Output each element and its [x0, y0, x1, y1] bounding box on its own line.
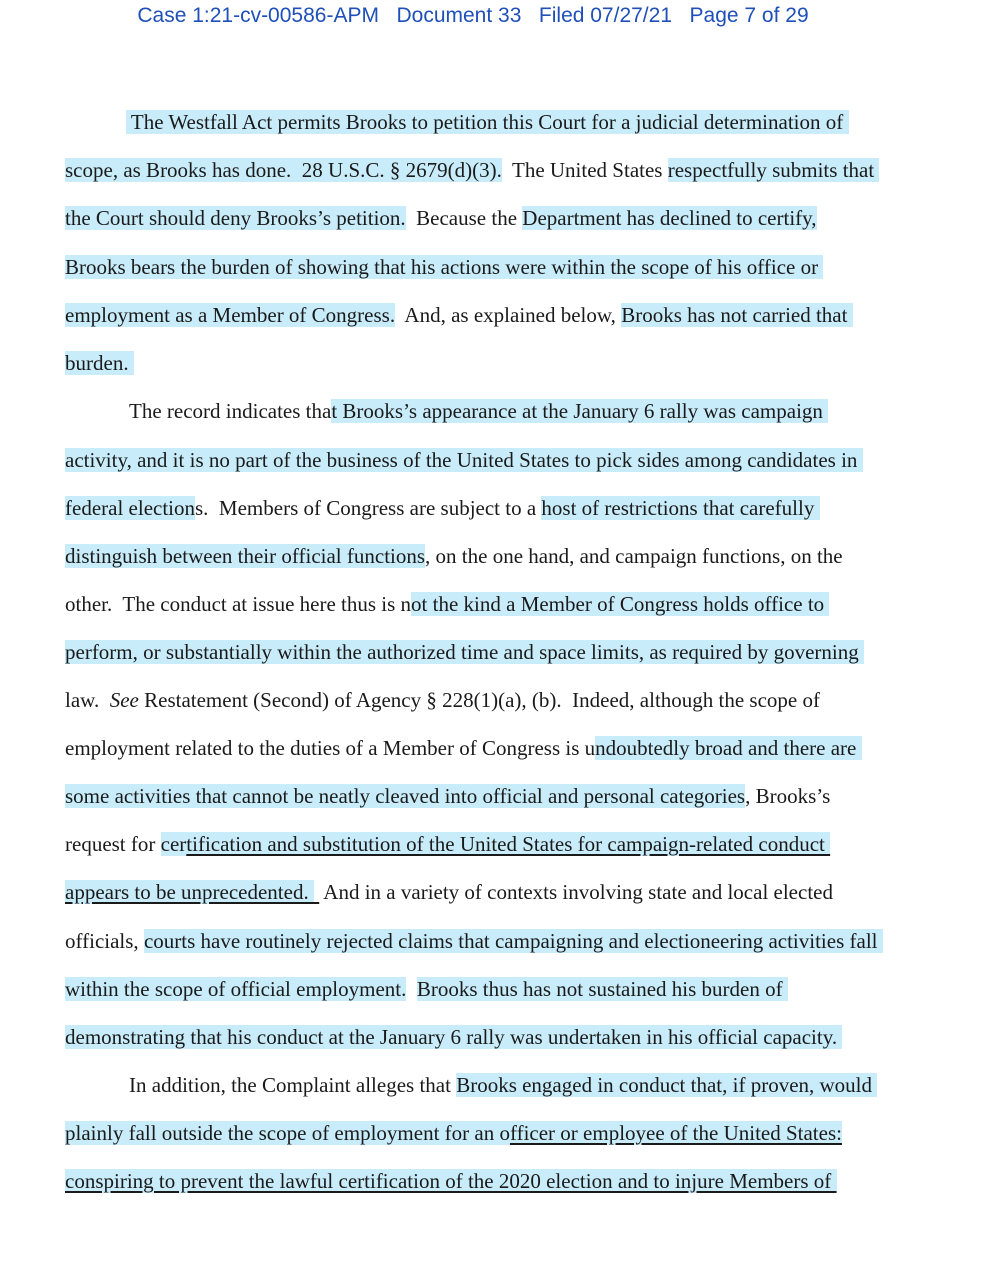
highlighted-text: within the scope of official employment.	[65, 977, 407, 1001]
highlighted-text: ndoubtedly broad and there are	[595, 736, 862, 760]
highlighted-text: activity, and it is no part of the business of the United States to pick sides among candidates in	[65, 448, 863, 472]
highlighted-text: t Brooks’s appearance at the January 6 rally was campaign	[331, 399, 829, 423]
highlighted-text: Department has declined to certify,	[522, 206, 817, 230]
highlighted-text: distinguish between their official functions	[65, 544, 426, 568]
text-line	[65, 350, 134, 376]
text-line	[65, 928, 883, 954]
text-line	[129, 1072, 877, 1098]
text-line	[65, 205, 817, 231]
text-line	[65, 543, 843, 569]
page-number: Page 7 of 29	[689, 4, 809, 27]
text-segment: , Brooks’s	[745, 784, 831, 808]
text-segment: , on the one hand, and campaign functions, on the	[425, 544, 843, 568]
text-segment	[406, 977, 417, 1001]
text-segment: The United States	[501, 158, 668, 182]
highlighted-text: perform, or substantially within the authorized time and space limits, as required by governing	[65, 640, 864, 664]
text-line	[65, 591, 829, 617]
text-line	[65, 447, 863, 473]
document-number: Document 33	[396, 4, 522, 27]
text-line	[65, 302, 853, 328]
text-segment: Restatement (Second) of Agency § 228(1)(a), (b). Indeed, although the scope of	[138, 688, 820, 712]
highlighted-text: Brooks has not carried that	[621, 303, 853, 327]
highlighted-text: tification and substitution of the United States for campaign-related conduct	[186, 832, 831, 856]
text-segment: And, as explained below,	[395, 303, 622, 327]
highlighted-text: The Westfall Act permits Brooks to petition this Court for a judicial determination of	[126, 110, 849, 134]
text-line	[126, 109, 849, 135]
text-line	[65, 687, 820, 713]
text-line	[129, 398, 828, 424]
highlighted-text: ot the kind a Member of Congress holds office to	[411, 592, 830, 616]
text-line	[65, 1120, 842, 1146]
highlighted-text: demonstrating that his conduct at the January 6 rally was undertaken in his official capacity.	[65, 1025, 843, 1049]
highlighted-text: burden.	[65, 351, 134, 375]
text-line	[65, 157, 879, 183]
text-segment: The record indicates tha	[129, 399, 332, 423]
text-line	[65, 735, 862, 761]
text-line	[65, 495, 820, 521]
highlighted-text: respectfully submits that	[667, 158, 880, 182]
highlighted-text: cer	[160, 832, 187, 856]
highlighted-text: conspiring to prevent the lawful certification of the 2020 election and to injure Members of	[65, 1169, 837, 1193]
highlighted-text: the Court should deny Brooks’s petition.	[65, 206, 406, 230]
text-line	[65, 879, 833, 905]
filed-date: Filed 07/27/21	[538, 4, 673, 27]
case-number: Case 1:21-cv-00586-APM	[137, 4, 379, 27]
highlighted-text: host of restrictions that carefully	[541, 496, 820, 520]
highlighted-text: scope, as Brooks has done. 28 U.S.C. § 2679(d)(3).	[65, 158, 502, 182]
text-line	[65, 976, 788, 1002]
highlighted-text: Brooks bears the burden of showing that his actions were within the scope of his office or	[65, 255, 824, 279]
text-line	[65, 831, 830, 857]
text-segment: See	[109, 688, 139, 712]
highlighted-text: courts have routinely rejected claims that campaigning and electioneering activities fall	[143, 929, 883, 953]
text-line	[65, 1024, 842, 1050]
case-header	[0, 4, 946, 28]
text-line	[65, 1168, 837, 1194]
text-segment: s. Members of Congress are subject to a	[195, 496, 542, 520]
highlighted-text: appears to be unprecedented.	[65, 880, 314, 904]
text-line	[65, 254, 823, 280]
highlighted-text: federal election	[65, 496, 195, 520]
text-line	[65, 639, 864, 665]
highlighted-text: Brooks thus has not sustained his burden of	[416, 977, 788, 1001]
text-segment: officials,	[65, 929, 144, 953]
highlighted-text: some activities that cannot be neatly cleaved into official and personal categories	[65, 784, 746, 808]
text-segment: employment related to the duties of a Member of Congress is u	[65, 736, 596, 760]
text-segment: other. The conduct at issue here thus is n	[65, 592, 412, 616]
text-line	[65, 783, 830, 809]
highlighted-text: plainly fall outside the scope of employment for an o	[65, 1121, 510, 1145]
highlighted-text: Brooks engaged in conduct that, if proven, would	[456, 1073, 878, 1097]
text-segment: request for	[65, 832, 161, 856]
text-segment: And in a variety of contexts involving state and local elected	[319, 880, 833, 904]
text-segment: In addition, the Complaint alleges that	[129, 1073, 457, 1097]
text-segment: law.	[65, 688, 110, 712]
highlighted-text: fficer or employee of the United States:	[509, 1121, 842, 1145]
highlighted-text: employment as a Member of Congress.	[65, 303, 396, 327]
text-segment: Because the	[405, 206, 523, 230]
